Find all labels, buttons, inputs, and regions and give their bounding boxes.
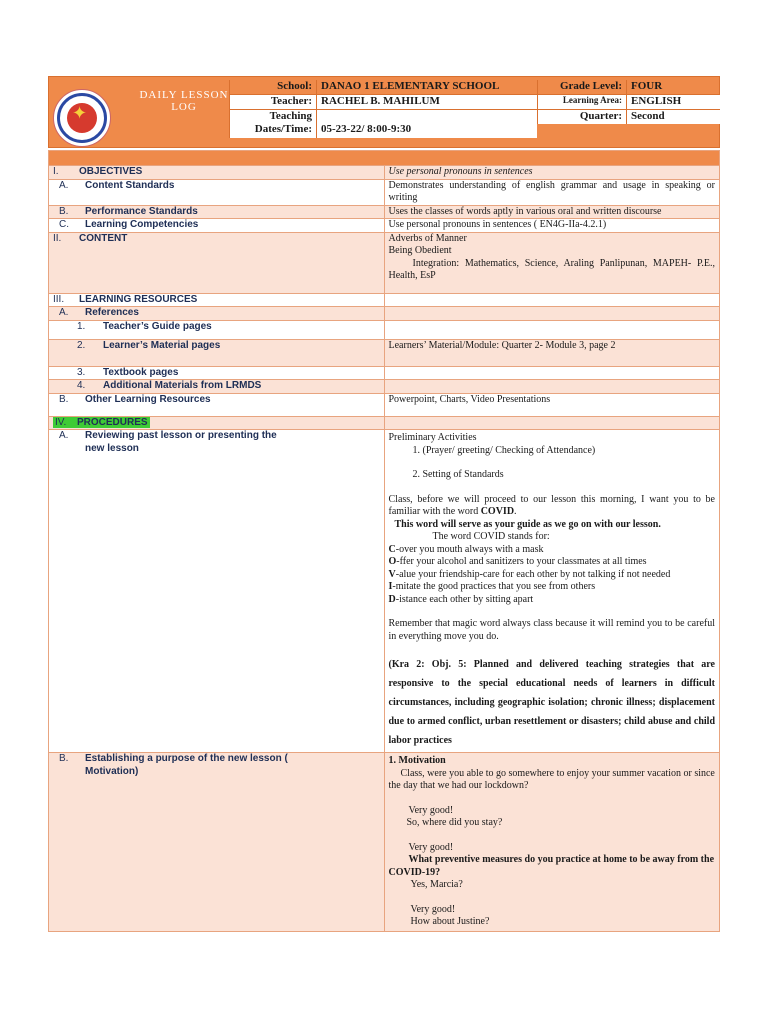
row-other-resources: B. Other Learning Resources Powerpoint, Charts, Video Presentations <box>49 393 720 416</box>
row-learning-resources: III. LEARNING RESOURCES <box>49 293 720 307</box>
grade-value: FOUR <box>631 80 663 92</box>
log-title: DAILY LESSON LOG <box>139 89 229 113</box>
star-icon: ✦ <box>72 103 88 124</box>
row-performance-standards: B. Performance Standards Uses the classes of words aptly in various oral and written discourse <box>49 205 720 219</box>
lesson-log-document <box>48 76 720 932</box>
lesson-table <box>48 150 720 932</box>
area-label: Learning Area: <box>537 95 627 109</box>
row-lrmds: 4. Additional Materials from LRMDS <box>49 380 720 394</box>
row-learners-material: 2. Learner’s Material pages Learners’ Material/Module: Quarter 2- Module 3, page 2 <box>49 339 720 366</box>
row-learning-competencies: C. Learning Competencies Use personal pronouns in sentences ( EN4G-IIa-4.2.1) <box>49 219 720 233</box>
row-references: A. References <box>49 307 720 321</box>
school-label: School: <box>229 80 317 94</box>
dates-value: 05-23-22/ 8:00-9:30 <box>317 110 537 138</box>
teacher-label: Teacher: <box>229 95 317 109</box>
row-content-standards: A. Content Standards Demonstrates understanding of english grammar and usage in speaking or writing <box>49 179 720 205</box>
dates-label: Teaching Dates/Time: <box>229 110 317 138</box>
quarter-label: Quarter: <box>537 110 627 124</box>
quarter-value: Second <box>627 110 720 124</box>
row-teachers-guide: 1. Teacher’s Guide pages <box>49 320 720 339</box>
row-content: II. CONTENT Adverbs of Manner Being Obedient Integration: Mathematics, Science, Araling Panlipunan, MAPEH- P.E., Health, EsP <box>49 232 720 293</box>
area-value: ENGLISH <box>627 95 720 109</box>
row-motivation: B. Establishing a purpose of the new lesson ( Motivation) 1. Motivation Class, were you able to go somewhere to enjoy your summer vacation or since the day that we had our lockdown? Very good! So, where did you stay? Very good! What preventive measures do you practice at home to be away from the COVID-19? Yes, Marcia? Very good! How about Justine? <box>49 753 720 932</box>
teacher-value: RACHEL B. MAHILUM <box>317 95 537 109</box>
grade-label: Grade Level: <box>537 80 627 94</box>
school-value: DANAO 1 ELEMENTARY SCHOOL <box>321 80 500 92</box>
row-review-lesson: A. Reviewing past lesson or presenting the new lesson Preliminary Activities 1. (Prayer/ greeting/ Checking of Attendance) 2. Setting of Standards Class, before we will proceed to our lesson this morning, I want you to be familiar with the word COVID. This word will serve as your guide as we go on with our lesson. The word COVID stands for: C-over you mouth always with a mask O-ffer your alcohol and sanitizers to your classmates at all times V-alue your friendship-care for each other by not talking if not needed I-mitate the good practices that you see from others D-istance each other by sitting apart Remember that magic word always class because it will remind you to be careful in everything move you do. (Kra 2: Obj. 5: Planned and delivered teaching strategies that are responsive to the special educational needs of learners in difficult circumstances, including geographic isolation; chronic illness; displacement due to armed conflict, urban resettlement or disasters; child abuse and child labor practices <box>49 430 720 753</box>
header-info-grid <box>229 80 720 138</box>
row-objectives: I. OBJECTIVES Use personal pronouns in sentences <box>49 166 720 180</box>
row-textbook: 3. Textbook pages <box>49 366 720 380</box>
row-procedures: IV. PROCEDURES <box>49 416 720 430</box>
header-banner <box>48 76 720 148</box>
deped-seal-logo <box>53 89 111 147</box>
